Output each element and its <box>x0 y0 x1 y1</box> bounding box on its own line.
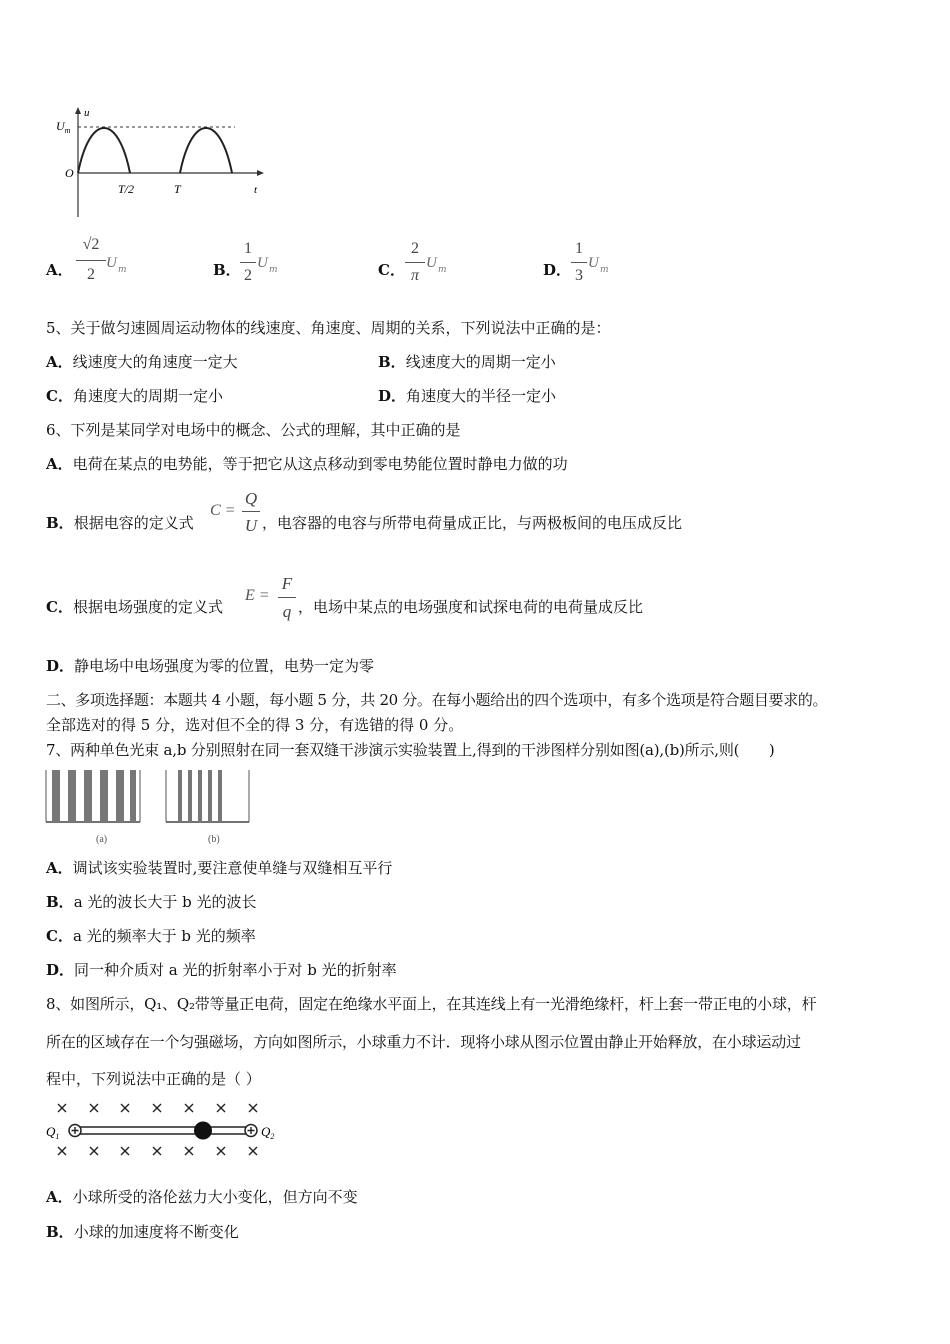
q7-option-a[interactable] <box>46 861 392 876</box>
option-text: 小球所受的洛伦兹力大小变化，但方向不变 <box>72 1188 358 1206</box>
t-axis-label: t <box>254 184 258 196</box>
option-letter: D． <box>378 387 407 405</box>
option-letter: C． <box>46 598 73 616</box>
section2-intro-line1: 二、多项选择题：本题共 4 小题，每小题 5 分，共 20 分。在每小题给出的四个选项中，有多个选项是符合题目要求的。 <box>46 691 828 709</box>
q6-stem: 6、下列是某同学对电场中的概念、公式的理解，其中正确的是 <box>46 421 461 439</box>
q6-option-d[interactable] <box>46 659 374 674</box>
option-text: 静电场中电场强度为零的位置，电势一定为零 <box>74 657 375 675</box>
denominator: 2 <box>244 267 252 284</box>
q7-option-d[interactable] <box>46 963 397 978</box>
option-letter: B． <box>46 514 74 532</box>
q8-stem-line2: 所在的区域存在一个匀强磁场，方向如图所示，小球重力不计．现将小球从图示位置由静止开始释放，在小球运动过 <box>46 1033 801 1051</box>
option-text: 电荷在某点的电势能，等于把它从这点移动到零电势能位置时静电力做的功 <box>72 455 568 473</box>
variable-subscript: m <box>600 265 609 275</box>
t-axis-arrow-icon <box>257 170 264 176</box>
numerator: 1 <box>244 240 252 257</box>
q7-option-c[interactable] <box>46 929 256 944</box>
option-letter: A． <box>46 859 73 877</box>
fraction-bar <box>242 511 260 512</box>
pattern-b <box>166 770 249 822</box>
option-text: 线速度大的周期一定小 <box>405 353 556 371</box>
numerator: 2 <box>411 240 419 257</box>
q5-option-c[interactable] <box>46 389 223 404</box>
q1-label: $Q_1$ <box>46 1124 60 1141</box>
option-letter: B． <box>213 261 241 279</box>
option-text: 线速度大的角速度一定大 <box>72 353 238 371</box>
q7-option-b[interactable] <box>46 895 257 910</box>
numerator: 1 <box>575 240 583 257</box>
option-text: 角速度大的周期一定小 <box>72 387 223 405</box>
numerator: √2 <box>82 236 100 253</box>
option-letter: B． <box>378 353 406 371</box>
variable-subscript: m <box>118 265 127 275</box>
variable: U <box>106 255 117 271</box>
second-half-wave <box>180 128 232 173</box>
q8-option-a[interactable] <box>46 1190 358 1205</box>
fraction-bar <box>240 262 256 263</box>
variable-subscript: m <box>438 265 447 275</box>
numerator: Q <box>244 489 258 508</box>
q6-option-a[interactable] <box>46 457 568 472</box>
option-letter: D． <box>46 657 75 675</box>
charges-magnetic-field-figure <box>44 1096 294 1166</box>
option-text: a 光的波长大于 b 光的波长 <box>73 893 257 911</box>
fraction <box>76 236 106 286</box>
option-text-post: ，电场中某点的电场强度和试探电荷的电荷量成反比 <box>298 598 644 616</box>
fraction-bar <box>405 262 425 263</box>
q5-stem: 5、关于做匀速圆周运动物体的线速度、角速度、周期的关系，下列说法中正确的是： <box>46 319 611 337</box>
fraction <box>405 240 425 288</box>
option-letter: C． <box>46 927 73 945</box>
formula-lhs: C = <box>210 502 236 519</box>
fraction-bar <box>571 262 587 263</box>
denominator: q <box>282 602 292 621</box>
q8-stem-line3: 程中，下列说法中正确的是（ ） <box>46 1070 261 1088</box>
denominator: 3 <box>575 267 583 284</box>
formula-fraction <box>278 574 296 624</box>
charged-ball-icon <box>194 1122 212 1140</box>
option-letter: D． <box>543 261 572 279</box>
option-letter: A． <box>46 353 73 371</box>
q5-option-d[interactable] <box>378 389 556 404</box>
variable-subscript: m <box>269 265 278 275</box>
option-text: 调试该实验装置时,要注意使单缝与双缝相互平行 <box>72 859 393 877</box>
q5-option-b[interactable] <box>378 355 556 370</box>
option-letter: B． <box>46 893 74 911</box>
option-text-pre: 根据电场强度的定义式 <box>72 598 223 616</box>
option-text: 小球的加速度将不断变化 <box>73 1223 239 1241</box>
option-letter: A． <box>46 455 73 473</box>
numerator: F <box>281 574 293 593</box>
fraction-bar <box>76 260 106 261</box>
option-letter: B． <box>46 1223 74 1241</box>
denominator: U <box>244 516 258 535</box>
variable: U <box>426 255 437 271</box>
option-letter: A． <box>46 1188 73 1206</box>
q2-label: $Q_2$ <box>261 1124 275 1141</box>
t-period-label: T <box>174 182 181 196</box>
option-text: 同一种介质对 a 光的折射率小于对 b 光的折射率 <box>74 961 397 979</box>
denominator: 2 <box>87 266 95 283</box>
option-letter: C． <box>378 261 405 279</box>
formula-lhs: E = <box>245 587 270 604</box>
option-text: a 光的频率大于 b 光的频率 <box>72 927 256 945</box>
denominator: π <box>410 267 419 284</box>
option-letter: C． <box>46 387 73 405</box>
first-half-wave <box>78 128 130 173</box>
label-b: (b) <box>208 834 220 845</box>
fraction <box>571 240 587 288</box>
q5-option-a[interactable] <box>46 355 238 370</box>
magnetic-field-cross-icon <box>58 1104 257 1155</box>
option-text: 角速度大的半径一定小 <box>406 387 557 405</box>
label-a: (a) <box>96 834 108 845</box>
u-axis-arrow-icon <box>75 107 81 114</box>
formula-fraction <box>242 489 260 537</box>
u-axis-label: u <box>84 107 90 119</box>
option-letter: D． <box>46 961 75 979</box>
interference-pattern-figure <box>44 768 254 848</box>
q7-stem: 7、两种单色光束 a,b 分别照射在同一套双缝干涉演示实验装置上,得到的干涉图样分别如图(a),(b)所示,则( ) <box>46 741 775 759</box>
q8-stem-line1: 8、如图所示，Q₁、Q₂带等量正电荷，固定在绝缘水平面上，在其连线上有一光滑绝缘杆，杆上套一带正电的小球，杆 <box>46 995 817 1013</box>
t-half-label: T/2 <box>118 182 135 196</box>
option-text-pre: 根据电容的定义式 <box>73 514 194 532</box>
u-max-label: $U_m$ <box>56 119 71 135</box>
q8-option-b[interactable] <box>46 1225 239 1240</box>
pattern-a <box>46 770 140 822</box>
voltage-waveform-graph <box>50 105 280 225</box>
variable: U <box>257 255 268 271</box>
option-text-post: ，电容器的电容与所带电荷量成正比，与两极板间的电压成反比 <box>262 514 683 532</box>
origin-label: O <box>65 166 74 180</box>
option-letter: A． <box>46 261 73 279</box>
fraction-bar <box>278 597 296 598</box>
fraction <box>240 240 256 288</box>
variable: U <box>588 255 599 271</box>
section2-intro-line2: 全部选对的得 5 分，选对但不全的得 3 分，有选错的得 0 分。 <box>46 716 464 734</box>
